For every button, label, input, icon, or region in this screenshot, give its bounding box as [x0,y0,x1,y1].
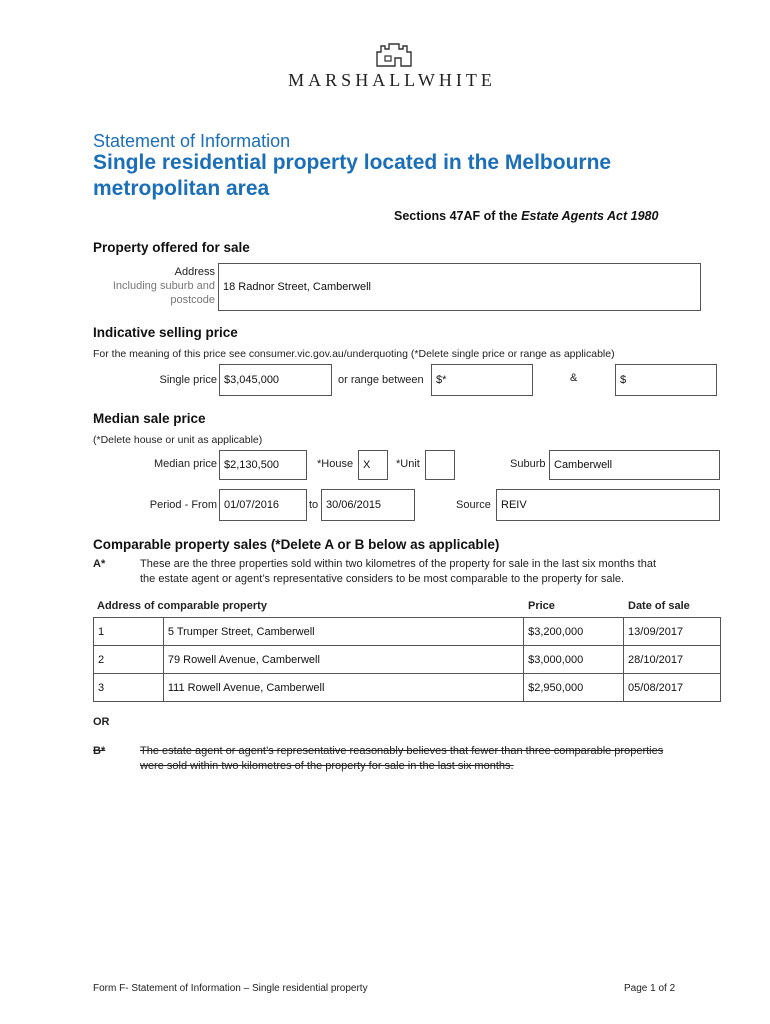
row-date[interactable]: 05/08/2017 [624,674,721,702]
indicative-price-heading: Indicative selling price [93,325,238,340]
row-date[interactable]: 28/10/2017 [624,646,721,674]
comparable-sales-heading: Comparable property sales (*Delete A or B below as applicable) [93,537,500,552]
document-title-line-1: Single residential property located in the Melbourne [93,151,612,174]
median-price-field[interactable]: $2,130,500 [219,450,307,480]
row-price[interactable]: $2,950,000 [524,674,624,702]
option-b-label: B* [93,745,106,757]
or-label: OR [93,716,110,728]
sections-reference [394,209,658,223]
house-label: *House [317,458,354,470]
comparable-sales-table [93,617,721,702]
address-label-postcode: postcode [170,294,215,306]
period-from-field[interactable]: 01/07/2016 [219,489,307,521]
range-label: or range between [338,374,424,386]
unit-label: *Unit [396,458,420,470]
row-address[interactable]: 111 Rowell Avenue, Camberwell [163,674,523,702]
address-field[interactable]: 18 Radnor Street, Camberwell [218,263,701,311]
option-a-text-line-1: These are the three properties sold within two kilometres of the property for sale in the last six months that [140,558,657,570]
option-a-label: A* [93,558,106,570]
row-address[interactable]: 79 Rowell Avenue, Camberwell [163,646,523,674]
range-from-field[interactable]: $* [431,364,533,396]
footer-form-name: Form F- Statement of Information – Single residential property [93,983,368,994]
property-heading: Property offered for sale [93,240,250,255]
row-price[interactable]: $3,000,000 [524,646,624,674]
period-to-label: to [309,499,319,511]
median-price-heading: Median sale price [93,411,206,426]
brand-wordmark: MARSHALLWHITE [288,70,496,90]
option-b-text-line-1: The estate agent or agent’s representative reasonably believes that fewer than three comparable properties [140,745,664,757]
address-label: Address [174,266,215,278]
table-row [94,618,721,646]
range-ampersand: & [570,372,578,384]
source-field[interactable]: REIV [496,489,720,521]
suburb-field[interactable]: Camberwell [549,450,720,480]
footer-page-number: Page 1 of 2 [624,983,676,994]
median-price-label: Median price [154,458,217,470]
sections-prefix: Sections 47AF of the [394,209,522,223]
median-price-note: (*Delete house or unit as applicable) [93,434,263,446]
table-row [94,646,721,674]
address-label-suburb: Including suburb and [112,280,215,292]
single-price-field[interactable]: $3,045,000 [219,364,332,396]
suburb-label: Suburb [510,458,546,470]
row-price[interactable]: $3,200,000 [524,618,624,646]
document-title-line-2: metropolitan area [93,177,270,200]
row-address[interactable]: 5 Trumper Street, Camberwell [163,618,523,646]
table-row [94,674,721,702]
castle-logo-icon [375,42,413,68]
source-label: Source [456,499,491,511]
option-b-text-line-2: were sold within two kilometres of the property for sale in the last six months. [140,760,514,772]
row-number: 3 [94,674,164,702]
unit-checkbox[interactable] [425,450,455,480]
row-number: 1 [94,618,164,646]
row-number: 2 [94,646,164,674]
option-a-text-line-2: the estate agent or agent’s representative considers to be most comparable to the property for sale. [140,573,625,585]
house-checkbox[interactable]: X [358,450,388,480]
row-date[interactable]: 13/09/2017 [624,618,721,646]
range-to-field[interactable]: $ [615,364,717,396]
document-subtitle: Statement of Information [93,131,291,151]
column-header-address: Address of comparable property [97,600,267,612]
sections-act-name: Estate Agents Act 1980 [521,209,659,223]
indicative-price-note: For the meaning of this price see consumer.vic.gov.au/underquoting (*Delete single price or range as applicable) [93,348,615,360]
period-to-field[interactable]: 30/06/2015 [321,489,415,521]
single-price-label: Single price [159,374,217,386]
period-from-label: Period - From [149,499,217,511]
column-header-date: Date of sale [628,600,690,612]
column-header-price: Price [528,600,555,612]
